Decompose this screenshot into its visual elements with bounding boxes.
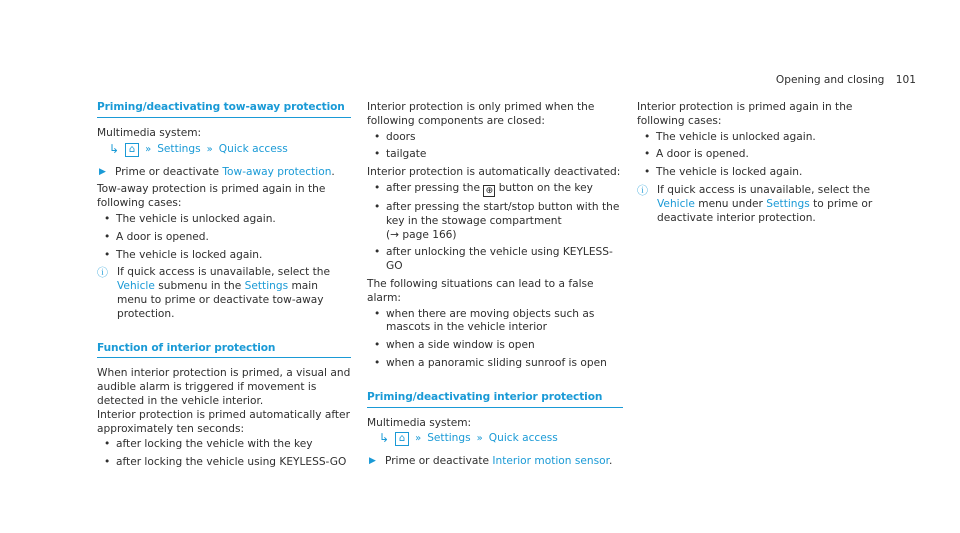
home-icon: ⌂ [125,143,139,157]
quick-access-link[interactable]: Quick access [488,432,558,445]
paragraph: The following situations can lead to a false alarm: [367,277,594,304]
unlock-button-icon: ⊕ [483,185,495,197]
vehicle-link[interactable]: Vehicle [657,197,695,210]
list-item: • tailgate [367,148,623,162]
bullet-list [97,438,351,470]
bullet-list [367,182,623,274]
menu-path [367,432,623,446]
tow-away-protection-link[interactable]: Tow-away protection [222,165,332,178]
list-item: • after pressing the ⊕ button on the key [367,182,623,197]
chevron-icon: » [415,433,419,445]
heading-tow-away: Priming/deactivating tow-away protection [97,101,351,118]
vehicle-link[interactable]: Vehicle [117,280,155,293]
quick-access-link[interactable]: Quick access [218,142,288,155]
instruction-step [367,455,623,469]
info-icon: ⓘ [637,183,648,197]
step-triangle-icon: ▶ [99,166,106,177]
chevron-icon: » [476,433,480,445]
column-middle [367,101,623,473]
info-note [637,184,891,225]
heading-interior-priming: Priming/deactivating interior protection [367,391,623,408]
instruction-step [97,166,351,180]
heading-interior-function: Function of interior protection [97,342,351,359]
list-item: • after unlocking the vehicle using KEYLESS-GO [367,246,623,274]
list-item: • A door is opened. [97,231,351,245]
settings-link[interactable]: Settings [766,197,810,210]
page-reference[interactable]: (→ page 166) [386,228,457,241]
bullet-list [637,131,891,180]
settings-link[interactable]: Settings [244,280,289,293]
settings-link[interactable]: Settings [157,142,201,155]
bullet-list [97,213,351,262]
info-note [97,266,351,321]
list-item: • after pressing the start/stop button with the key in the stowage compartment (→ page 166) [367,201,623,242]
section-title: Opening and closing [775,74,885,86]
note-text: If quick access is unavailable, select the Vehicle submenu in the Settings main menu to prime or deactivate tow-away protection. [117,266,331,320]
page-header [776,74,916,88]
list-item: • The vehicle is locked again. [97,249,351,263]
paragraph: Interior protection is only primed when the following components are closed: [367,101,595,127]
list-item: • when a side window is open [367,339,623,353]
list-item: • after locking the vehicle with the key [97,438,351,452]
paragraph: Interior protection is primed again in the following cases: [637,101,853,127]
info-icon: ⓘ [97,266,108,280]
paragraph: Tow-away protection is primed again in the following cases: [97,183,326,210]
list-item: • after locking the vehicle using KEYLESS-GO [97,456,351,470]
menu-intro: Multimedia system: [97,126,202,139]
interior-motion-sensor-link[interactable]: Interior motion sensor [492,455,609,468]
menu-intro: Multimedia system: [367,416,472,429]
return-arrow-icon: ↳ [379,431,390,446]
list-item: • A door is opened. [637,148,891,162]
bullet-list [367,308,623,371]
paragraph: Interior protection is automatically deactivated: [367,166,621,179]
step-text: Prime or deactivate Tow-away protection. [115,165,335,178]
step-triangle-icon: ▶ [369,456,376,467]
column-left [97,101,351,474]
list-item: • The vehicle is unlocked again. [637,131,891,145]
list-item: • when there are moving objects such as mascots in the vehicle interior [367,308,623,336]
settings-link[interactable]: Settings [427,432,471,445]
return-arrow-icon: ↳ [109,141,120,156]
step-text: Prime or deactivate Interior motion sensor. [385,455,613,468]
list-item: • The vehicle is unlocked again. [97,213,351,227]
paragraph: Interior protection is primed automatically after approximately ten seconds: [97,408,350,435]
menu-path [97,143,351,157]
bullet-list [367,131,623,163]
list-item: • when a panoramic sliding sunroof is open [367,357,623,371]
paragraph: When interior protection is primed, a visual and audible alarm is triggered if movement is detected in the vehicle interior. [97,367,351,407]
chevron-icon: » [206,143,210,155]
list-item: • doors [367,131,623,145]
list-item: • The vehicle is locked again. [637,166,891,180]
chevron-icon: » [145,143,149,155]
note-text: If quick access is unavailable, select the Vehicle menu under Settings to prime or deactivate interior protection. [657,183,873,224]
column-right [637,101,891,225]
page-number: 101 [895,74,916,86]
home-icon: ⌂ [395,432,409,446]
